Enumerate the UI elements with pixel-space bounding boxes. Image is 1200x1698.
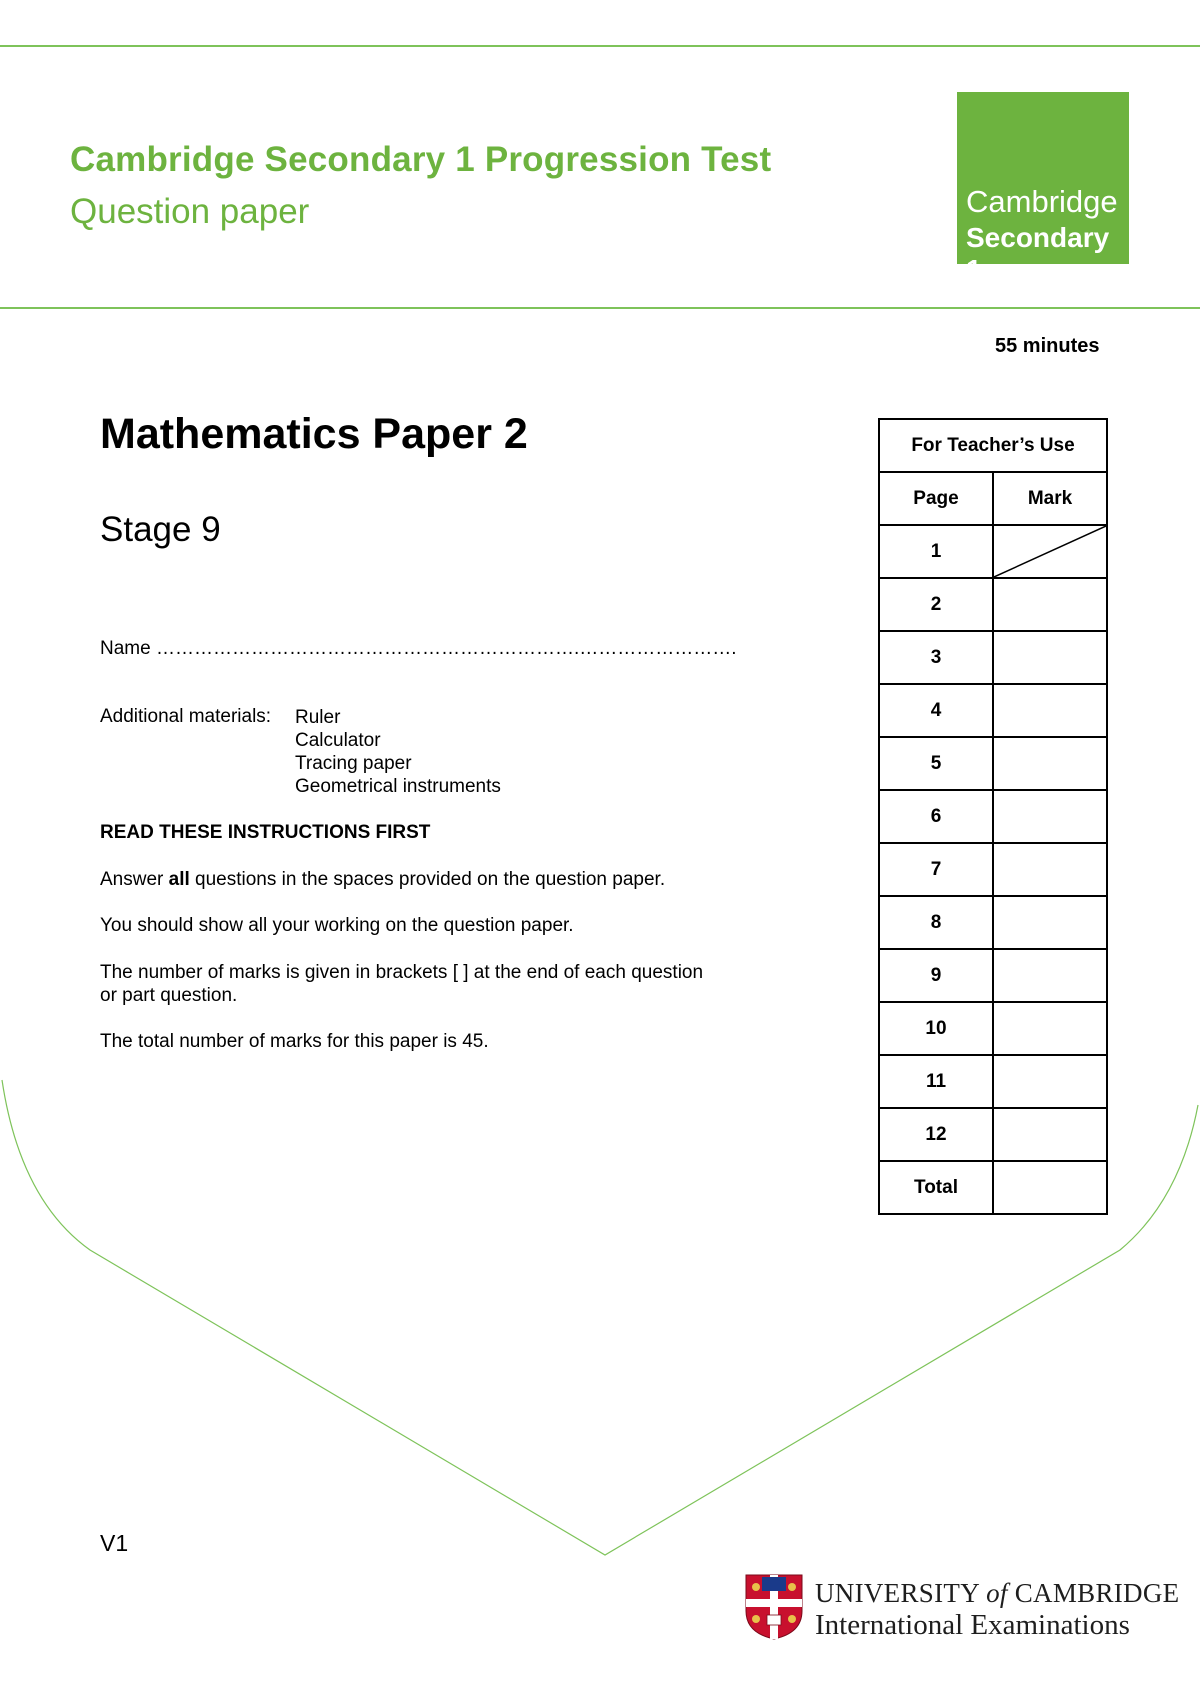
page-number-cell: 12 xyxy=(879,1108,993,1161)
header-top-rule xyxy=(0,45,1200,47)
header-bottom-rule xyxy=(0,307,1200,309)
materials-label: Additional materials: xyxy=(100,706,272,727)
version-label: V1 xyxy=(100,1530,129,1556)
material-item: Tracing paper xyxy=(295,753,412,774)
university-name xyxy=(815,1578,1179,1609)
cambridge-secondary-logo xyxy=(957,92,1129,285)
university-name-of: of xyxy=(986,1578,1008,1608)
logo-line1: Cambridge xyxy=(966,184,1118,219)
material-item: Geometrical instruments xyxy=(295,776,501,797)
page-number-cell: 10 xyxy=(879,1002,993,1055)
material-item: Ruler xyxy=(295,707,341,728)
mark-cell[interactable] xyxy=(993,1055,1107,1108)
duration-label: 55 minutes xyxy=(995,335,1100,357)
page-number-cell: 4 xyxy=(879,684,993,737)
examinations-board-name: International Examinations xyxy=(815,1609,1130,1641)
university-name-part: CAMBRIDGE xyxy=(1014,1578,1180,1608)
page-number-cell: 8 xyxy=(879,896,993,949)
material-item: Calculator xyxy=(295,730,381,751)
total-label: Total xyxy=(879,1161,993,1214)
page-number-cell: 6 xyxy=(879,790,993,843)
page-number-cell: 5 xyxy=(879,737,993,790)
page-number-cell: 7 xyxy=(879,843,993,896)
mark-cell[interactable] xyxy=(993,843,1107,896)
instruction-answer-all xyxy=(100,869,665,891)
mark-cell[interactable] xyxy=(993,949,1107,1002)
page-number-cell: 9 xyxy=(879,949,993,1002)
instruction-show-working: You should show all your working on the question paper. xyxy=(100,915,574,936)
instruction-marks-line2: or part question. xyxy=(100,985,238,1006)
document-type-subtitle: Question paper xyxy=(70,192,310,231)
university-crest-icon xyxy=(744,1573,804,1641)
instructions-heading: READ THESE INSTRUCTIONS FIRST xyxy=(100,822,431,843)
instruction-text: Answer xyxy=(100,869,169,890)
page-number-cell: 2 xyxy=(879,578,993,631)
diagonal-strike xyxy=(994,526,1106,577)
mark-cell[interactable] xyxy=(993,684,1107,737)
mark-cell[interactable] xyxy=(993,1108,1107,1161)
mark-cell[interactable] xyxy=(993,578,1107,631)
paper-title: Mathematics Paper 2 xyxy=(100,410,528,458)
column-header-page: Page xyxy=(879,472,993,525)
instruction-total-marks: The total number of marks for this paper is 45. xyxy=(100,1031,489,1052)
logo-line2: Secondary 1 xyxy=(966,222,1110,285)
mark-cell[interactable] xyxy=(993,896,1107,949)
materials-list xyxy=(295,706,501,798)
page-number-cell: 1 xyxy=(879,525,993,578)
mark-cell[interactable] xyxy=(993,737,1107,790)
column-header-mark: Mark xyxy=(993,472,1107,525)
teacher-marks-table xyxy=(878,418,1108,1215)
instruction-marks-line1: The number of marks is given in brackets [ ] at the end of each question xyxy=(100,962,704,983)
university-name-part: UNIVERSITY xyxy=(815,1578,979,1608)
test-series-title: Cambridge Secondary 1 Progression Test xyxy=(70,140,772,179)
mark-cell[interactable] xyxy=(993,631,1107,684)
teacher-table-title: For Teacher’s Use xyxy=(879,419,1107,472)
name-field: Name ………………………………………………………….……………………. xyxy=(100,638,737,659)
stage-label: Stage 9 xyxy=(100,510,221,549)
instruction-emphasis: all xyxy=(168,869,190,890)
instruction-text: questions in the spaces provided on the question paper. xyxy=(189,869,666,890)
mark-cell[interactable] xyxy=(993,1002,1107,1055)
mark-cell[interactable] xyxy=(993,790,1107,843)
page-number-cell: 3 xyxy=(879,631,993,684)
page-number-cell: 11 xyxy=(879,1055,993,1108)
mark-cell-crossed xyxy=(993,525,1107,578)
total-mark-cell[interactable] xyxy=(993,1161,1107,1214)
